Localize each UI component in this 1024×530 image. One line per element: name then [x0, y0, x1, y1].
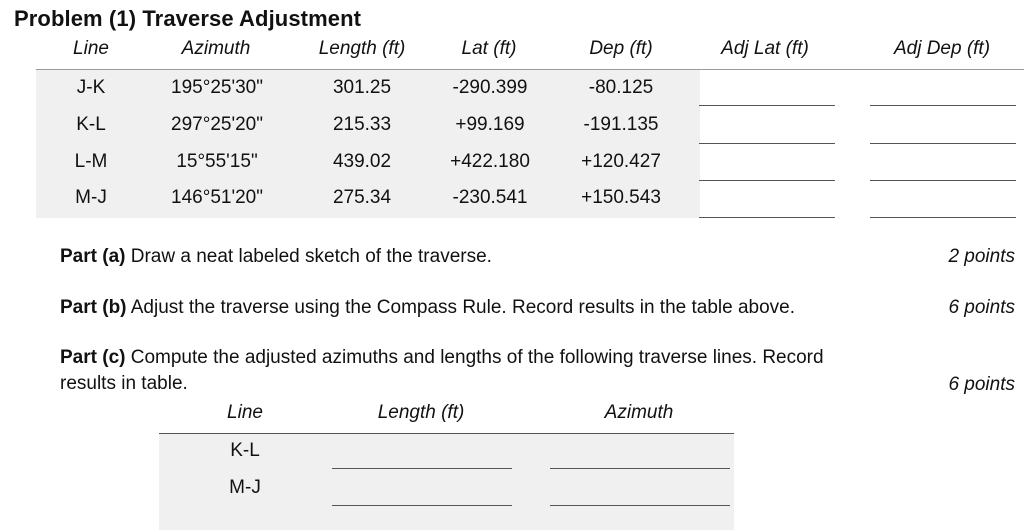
cell-azimuth: 195°25'30" [171, 77, 263, 98]
header-azimuth: Azimuth [604, 402, 674, 423]
table-row [159, 434, 734, 471]
header-length: Length (ft) [377, 402, 465, 423]
adjusted-lines-table [159, 396, 734, 530]
part-b-points: 6 points [948, 297, 1015, 318]
header-length: Length (ft) [318, 38, 406, 59]
header-line: Line [227, 402, 263, 423]
part-a [60, 246, 492, 268]
adj-lat-blank[interactable] [699, 143, 835, 144]
header-azimuth: Azimuth [181, 38, 251, 59]
table-row [36, 71, 1024, 108]
cell-dep: -191.135 [583, 114, 659, 135]
header-dep: Dep (ft) [589, 38, 653, 59]
header-rule [36, 69, 1024, 70]
part-a-points: 2 points [948, 246, 1015, 267]
problem-title: Problem (1) Traverse Adjustment [14, 6, 362, 31]
cell-lat: -230.541 [452, 187, 528, 208]
header-lat: Lat (ft) [461, 38, 517, 59]
cell-line: M-J [229, 477, 261, 498]
header-line: Line [73, 38, 109, 59]
table-row [36, 108, 1024, 145]
part-b [60, 297, 795, 319]
table-row [36, 145, 1024, 182]
cell-length: 439.02 [332, 151, 392, 172]
cell-lat: +422.180 [450, 151, 530, 172]
cell-dep: -80.125 [588, 77, 654, 98]
adj-lat-blank[interactable] [699, 217, 835, 218]
part-b-text: Adjust the traverse using the Compass Rule. Record results in the table above. [126, 297, 796, 318]
adj-dep-blank[interactable] [870, 105, 1016, 106]
length-blank[interactable] [332, 505, 512, 506]
part-b-label: Part (b) [60, 297, 127, 318]
azimuth-blank[interactable] [550, 468, 730, 469]
cell-lat: -290.399 [452, 77, 528, 98]
part-c-label: Part (c) [60, 347, 126, 368]
adj-dep-blank[interactable] [870, 217, 1016, 218]
cell-azimuth: 297°25'20" [171, 114, 263, 135]
table-row [36, 181, 1024, 218]
cell-dep: +120.427 [581, 151, 661, 172]
cell-dep: +150.543 [581, 187, 661, 208]
part-c [60, 347, 824, 369]
cell-azimuth: 146°51'20" [171, 187, 263, 208]
part-c-points: 6 points [948, 374, 1015, 395]
length-blank[interactable] [332, 468, 512, 469]
cell-line: L-M [74, 151, 108, 172]
header-adj-dep: Adj Dep (ft) [893, 38, 991, 59]
cell-line: K-L [76, 114, 106, 135]
cell-length: 275.34 [332, 187, 392, 208]
cell-line: K-L [230, 440, 260, 461]
cell-line: M-J [75, 187, 107, 208]
part-a-text: Draw a neat labeled sketch of the traverse. [125, 246, 492, 267]
cell-azimuth: 15°55'15" [176, 151, 258, 172]
part-c-text-continued: results in table. [60, 373, 188, 394]
cell-lat: +99.169 [455, 114, 525, 135]
part-c-text: Compute the adjusted azimuths and lengths of the following traverse lines. Record [125, 347, 824, 368]
cell-length: 215.33 [332, 114, 392, 135]
table-row [159, 471, 734, 508]
adj-dep-blank[interactable] [870, 143, 1016, 144]
azimuth-blank[interactable] [550, 505, 730, 506]
cell-length: 301.25 [332, 77, 392, 98]
adj-lat-blank[interactable] [699, 105, 835, 106]
header-adj-lat: Adj Lat (ft) [721, 38, 809, 59]
traverse-table [36, 36, 1024, 218]
part-a-label: Part (a) [60, 246, 126, 267]
cell-line: J-K [76, 77, 106, 98]
